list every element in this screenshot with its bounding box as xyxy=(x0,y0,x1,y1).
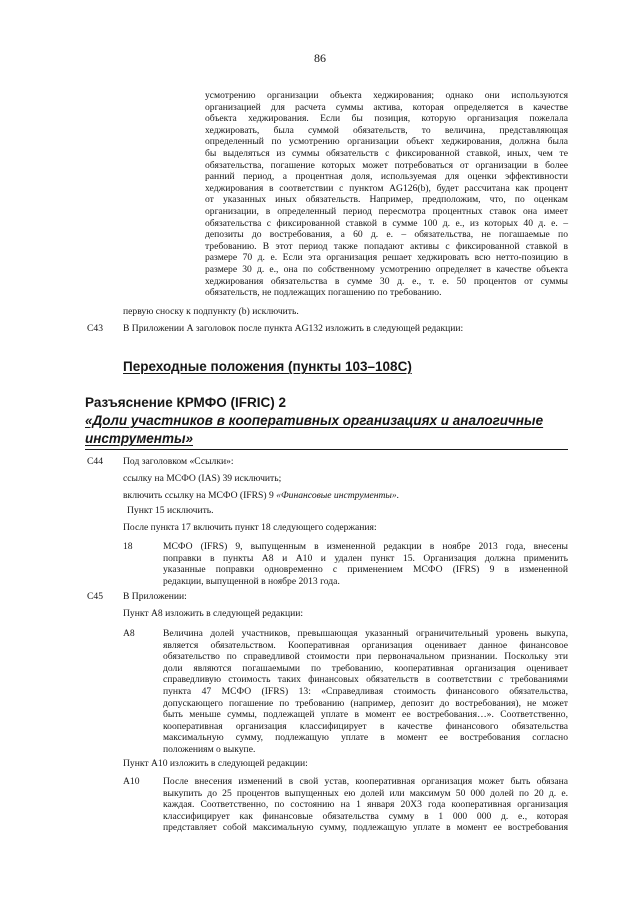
paragraph-line: является обязательством. Кооперативная организация оценивает данное финансовое xyxy=(163,639,568,651)
paragraph-line: положениям о выкупе. xyxy=(163,743,256,755)
paragraph-line: обязательство по справедливой стоимости при первоначальном признании. Поскольку эти xyxy=(163,651,568,663)
paragraph-line: объекта хеджирования. Если бы позиция, которую организация пожелала xyxy=(205,113,568,125)
c44-delete-paragraph: Пункт 15 исключить. xyxy=(127,505,214,516)
paragraph-line: организации, в определенный период пересмотра процентных ставок она имеет xyxy=(205,205,568,217)
paragraph-line: доли являются погашаемыми по требованию, кооперативная организация оценивает xyxy=(163,662,568,674)
paragraph-line: справедливую стоимость таких финансовых обязательств в соответствии с требованиями xyxy=(163,674,568,686)
paragraph-line: редакции, выпущенной в ноябре 2013 года. xyxy=(163,575,340,587)
paragraph-line: хеджирования в соответствии с пунктом AG126(b), будет рассчитана как процент xyxy=(205,182,568,194)
paragraph-line: поправки в пункты A8 и A10 и удален пункт 15. Организация должна применить xyxy=(163,552,568,564)
a10-instruction: Пункт A10 изложить в следующей редакции: xyxy=(123,758,308,769)
paragraph-line: максимальную сумму, подлежащую уплате в момент ее востребования согласно xyxy=(163,732,568,744)
add-reference-prefix: включить ссылку на МСФО (IFRS) 9 xyxy=(123,490,277,501)
paragraph-line: быть меньше суммы, подлежащей уплате в момент ее востребования…». Соответственно, xyxy=(163,709,568,721)
paragraph-line: МСФО (IFRS) 9, выпущенным в измененной редакции в ноябре 2013 года, внесены xyxy=(163,541,568,552)
continuation-paragraph xyxy=(205,90,568,299)
a8-instruction: Пункт A8 изложить в следующей редакции: xyxy=(123,608,304,619)
paragraph-line: требованию. В этот период также попадают активы с фиксированной ставкой в xyxy=(205,240,568,252)
paragraph-line: размере 30 д. е., она по собственному усмотрению определяет в качестве объекта xyxy=(205,263,568,275)
paragraph-line: представляет собой максимальную сумму, подлежащую уплате в момент ее востребования xyxy=(163,822,568,834)
paragraph-line: от указанных иных обязательств. Например, предположим, что, по оценкам xyxy=(205,194,568,206)
para18-label: 18 xyxy=(123,541,133,552)
paragraph-line: пункта 47 МСФО (IFRS) 13: «Справедливая стоимость финансового обязательства, xyxy=(163,685,568,697)
c45-label: C45 xyxy=(87,591,103,602)
a10-label: A10 xyxy=(123,776,140,787)
paragraph-line: ранний период, а процентная доля, используемая для оценки эффективности xyxy=(205,171,568,183)
ifric-subtitle-line: «Доли участников в кооперативных организациях и аналогичные xyxy=(85,413,544,428)
c43-text: В Приложении А заголовок после пункта AG132 изложить в следующей редакции: xyxy=(123,323,464,334)
paragraph-line: хеджировать, была суммой обязательств, то величина, представляющая xyxy=(205,124,568,136)
paragraph-line: усмотрению организации объекта хеджирования; однако они используются xyxy=(205,90,568,101)
transition-heading: Переходные положения (пункты 103–108C) xyxy=(123,359,412,374)
add-reference-title: «Финансовые инструменты». xyxy=(276,490,400,501)
c44-add-reference xyxy=(123,490,399,502)
paragraph-line: размере 70 д. е. Если эта организация решает хеджировать всю нетто-позицию в xyxy=(205,252,568,264)
heading-rule xyxy=(85,449,568,450)
page-number: 86 xyxy=(314,51,326,65)
paragraph-line: хеджирования обязательства в сумме 30 д. е., т. е. 50 процентов от суммы xyxy=(205,275,568,287)
ifric-title: Разъяснение КРМФО (IFRIC) 2 xyxy=(85,395,287,410)
paragraph-line: каждая. Соответственно, по состоянию на 1 января 20Х3 года кооперативная организация xyxy=(163,799,568,811)
c44-delete-reference: ссылку на МСФО (IAS) 39 исключить; xyxy=(123,473,282,484)
ifric-subtitle-line: инструменты» xyxy=(85,431,194,446)
c44-add-paragraph: После пункта 17 включить пункт 18 следующего содержания: xyxy=(123,522,377,533)
para18-text xyxy=(163,541,568,587)
paragraph-line: обязательства, погашение которых может потребоваться от организации в более xyxy=(205,159,568,171)
paragraph-line: классифицирует как финансовые обязательства сумму в 1 000 000 д. е., которая xyxy=(163,810,568,822)
a8-label: A8 xyxy=(123,628,135,639)
c45-intro: В Приложении: xyxy=(123,591,187,602)
a8-text xyxy=(163,628,568,756)
paragraph-line: выкупить до 25 процентов выпущенных ею долей или максимум 50 000 долей по 20 д. е. xyxy=(163,787,568,799)
paragraph-line: Величина долей участников, превышающая указанный ограничительный уровень выкупа, xyxy=(163,628,568,639)
paragraph-line: указанные поправки одновременно с применением МСФО (IFRS) 9 в измененной xyxy=(163,564,568,576)
footnote-instruction: первую сноску к подпункту (b) исключить. xyxy=(123,306,299,317)
paragraph-line: кооперативная организация классифицирует в качестве финансового обязательства xyxy=(163,720,568,732)
paragraph-line: определенный по усмотрению организации объект хеджирования, должна была xyxy=(205,136,568,148)
c44-intro: Под заголовком «Ссылки»: xyxy=(123,456,234,467)
a10-text xyxy=(163,776,568,834)
paragraph-line: депозиты до востребования, а 60 д. е. – обязательства, не погашаемые по xyxy=(205,229,568,241)
paragraph-line: После внесения изменений в свой устав, кооперативная организация может быть обязана xyxy=(163,776,568,787)
paragraph-line: обязательств, не подлежащих погашению по требованию. xyxy=(205,287,442,299)
paragraph-line: обязательства с фиксированной ставкой в сумме 100 д. е., из которых 40 д. е. – xyxy=(205,217,568,229)
paragraph-line: организацией для расчета суммы актива, которая определяется в качестве xyxy=(205,101,568,113)
c43-label: C43 xyxy=(87,323,103,334)
c44-label: C44 xyxy=(87,456,103,467)
paragraph-line: бы выделяться из суммы обязательств с фиксированной ставкой, иных, чем те xyxy=(205,147,568,159)
paragraph-line: допускающего погашение по требованию (например, депозит до востребования), не может xyxy=(163,697,568,709)
